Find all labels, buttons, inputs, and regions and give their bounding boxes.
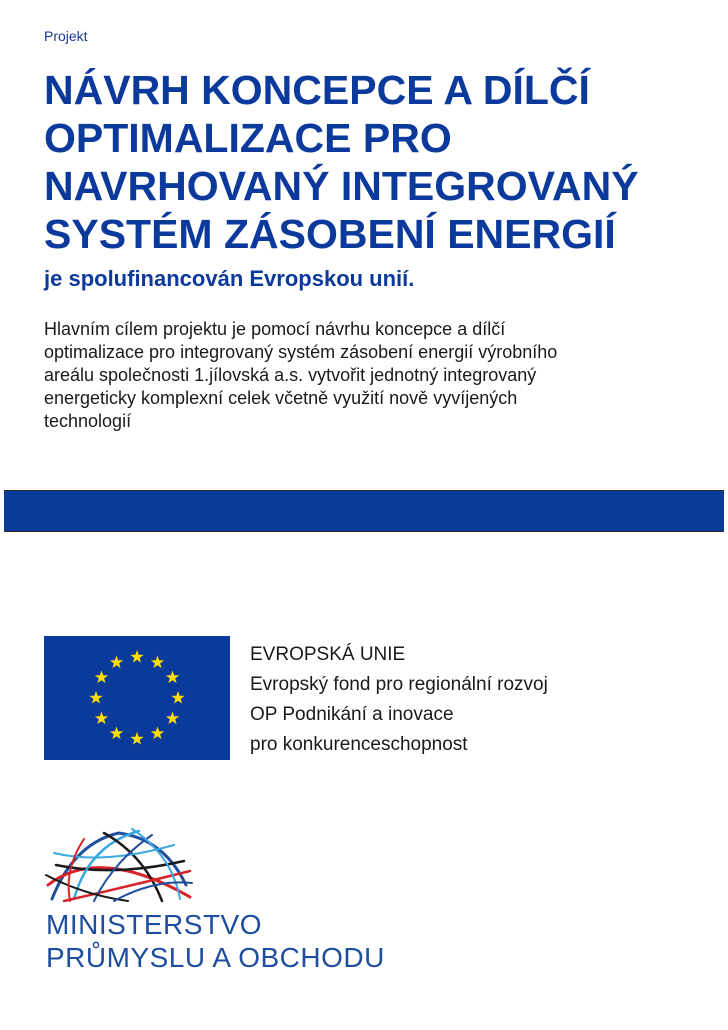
description-line: areálu společnosti 1.jílovská a.s. vytvořit jednotný integrovaný	[44, 365, 537, 385]
eu-line: EVROPSKÁ UNIE	[250, 644, 406, 665]
project-label: Projekt	[44, 28, 88, 44]
blue-divider-band	[4, 490, 724, 532]
title-line: NÁVRH KONCEPCE A DÍLČÍ	[44, 67, 590, 113]
eu-flag-icon	[44, 636, 230, 760]
eu-line: pro konkurenceschopnost	[250, 734, 468, 755]
title-line: SYSTÉM ZÁSOBENÍ ENERGIÍ	[44, 211, 616, 257]
title-line: NAVRHOVANÝ INTEGROVANÝ	[44, 163, 639, 209]
title-line: OPTIMALIZACE PRO	[44, 115, 452, 161]
description-line: energeticky komplexní celek včetně využití nově vyvíjených	[44, 388, 518, 408]
ministry-globe-logo	[44, 825, 194, 903]
eu-funding-text	[250, 640, 548, 760]
ministry-line: MINISTERSTVO	[46, 909, 263, 940]
cofinancing-subtitle: je spolufinancován Evropskou unií.	[44, 266, 415, 291]
eu-line: OP Podnikání a inovace	[250, 704, 454, 725]
eu-line: Evropský fond pro regionální rozvoj	[250, 674, 548, 695]
description-line: technologií	[44, 411, 132, 431]
description-line: optimalizace pro integrovaný systém zásobení energií výrobního	[44, 342, 558, 362]
ministry-name	[46, 908, 385, 974]
project-title	[44, 66, 714, 258]
project-description	[44, 318, 694, 433]
ministry-line: PRŮMYSLU A OBCHODU	[46, 942, 385, 973]
description-line: Hlavním cílem projektu je pomocí návrhu koncepce a dílčí	[44, 319, 506, 339]
